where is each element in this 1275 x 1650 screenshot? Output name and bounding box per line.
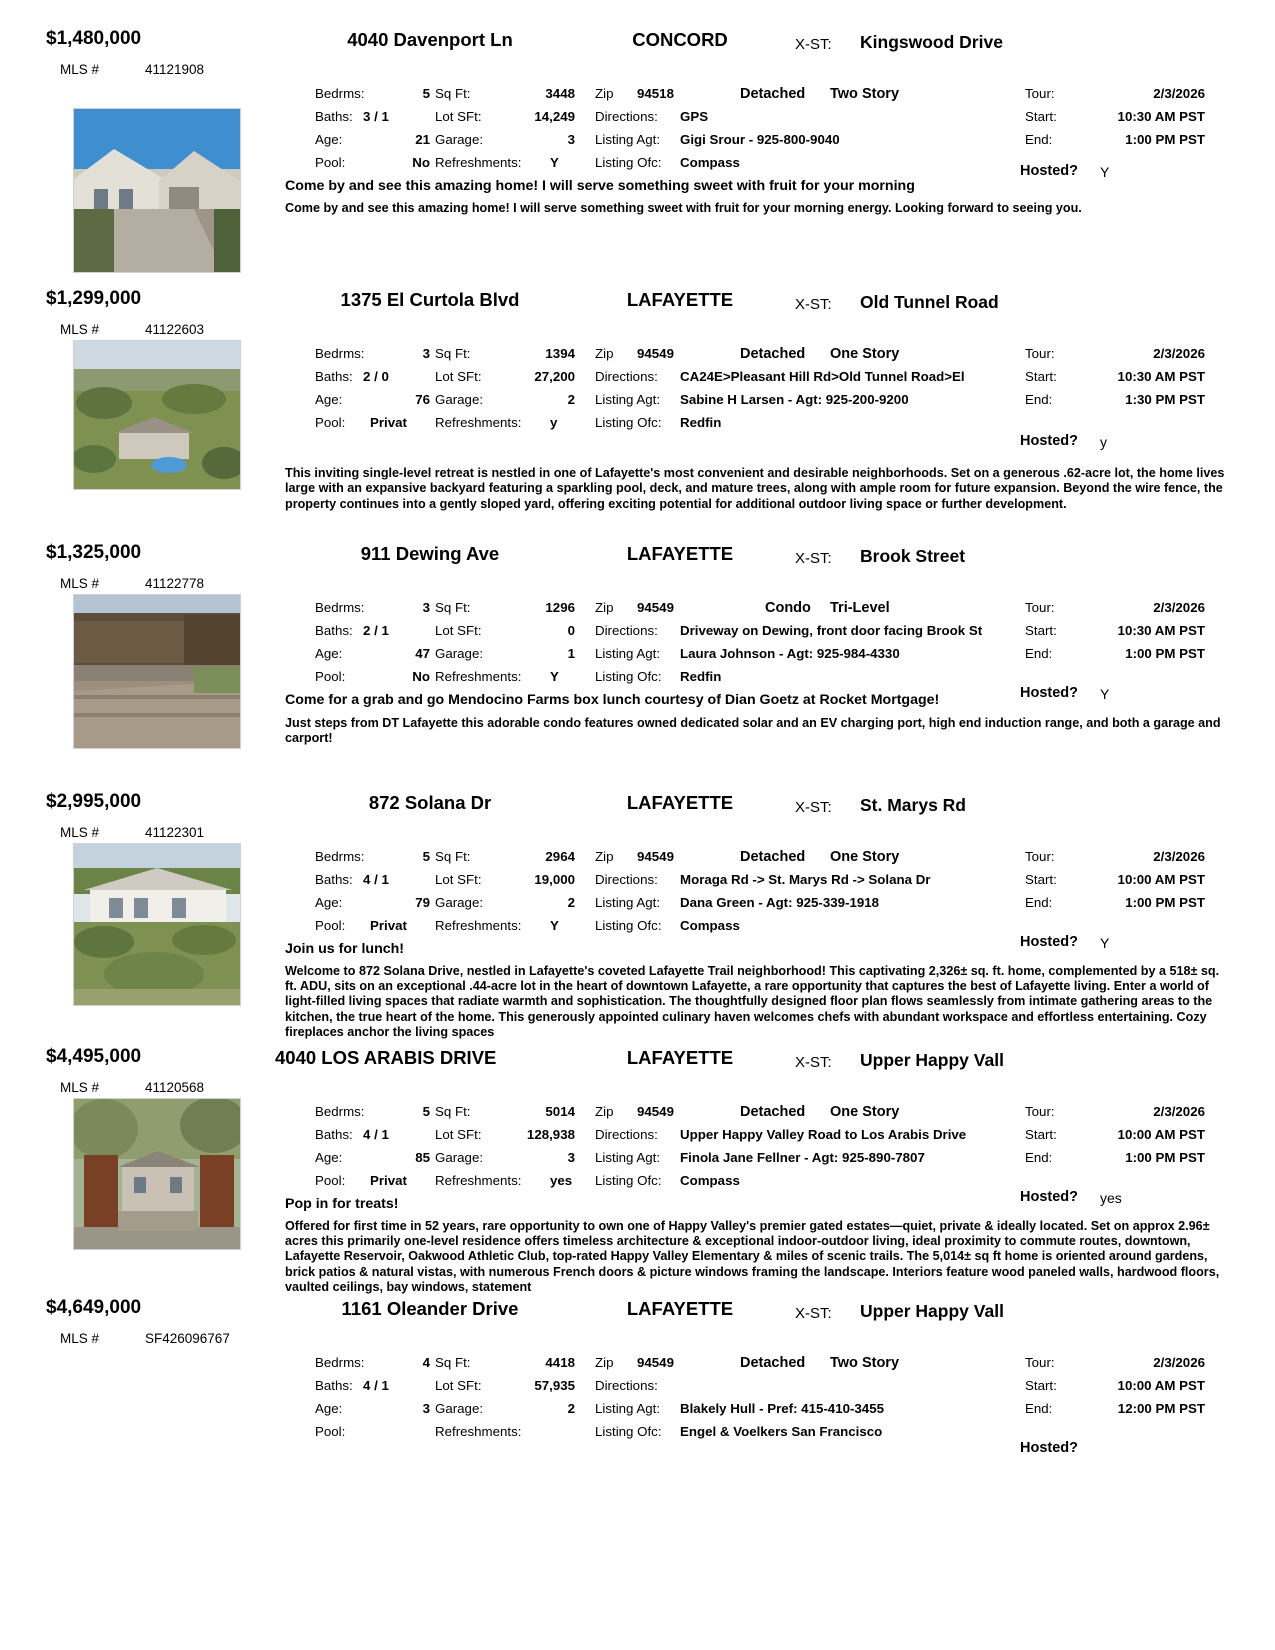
sqft-label: Sq Ft:: [435, 86, 471, 101]
listing-header: [30, 1297, 1245, 1331]
listing-agt-value: Sabine H Larsen - Agt: 925-200-9200: [680, 392, 909, 407]
mls-value: SF426096767: [145, 1331, 230, 1346]
age-value: 85: [415, 1150, 430, 1165]
address: 1375 El Curtola Blvd: [340, 289, 520, 310]
listing-ofc-value: Compass: [680, 155, 740, 170]
lotsft-label: Lot SFt:: [435, 369, 482, 384]
start-time: 10:00 AM PST: [1117, 872, 1205, 887]
age-label: Age:: [315, 895, 343, 910]
lotsft-value: 128,938: [526, 1127, 575, 1142]
listing-agt-label: Listing Agt:: [595, 1401, 661, 1416]
refreshments-value: Y: [550, 918, 559, 933]
garage-label: Garage:: [435, 1150, 484, 1165]
detail-line: [285, 132, 1245, 155]
detail-line: [285, 623, 1245, 646]
listing-agt-label: Listing Agt:: [595, 392, 661, 407]
age-value: 21: [415, 132, 430, 147]
lotsft-value: 14,249: [534, 109, 575, 124]
sqft-value: 1394: [545, 346, 575, 361]
listing-row: [30, 542, 1245, 787]
tour-date: 2/3/2026: [1153, 849, 1205, 864]
tour-label: Tour:: [1025, 1355, 1055, 1370]
baths-value: 4 / 1: [363, 1378, 389, 1393]
house-photo-4: [74, 844, 240, 1005]
tour-label: Tour:: [1025, 86, 1055, 101]
age-value: 76: [415, 392, 430, 407]
zip-value: 94549: [637, 849, 674, 864]
sqft-label: Sq Ft:: [435, 346, 471, 361]
tour-date: 2/3/2026: [1153, 600, 1205, 615]
baths-label: Baths:: [315, 369, 353, 384]
mls-value: 41120568: [145, 1080, 205, 1095]
mls-row: [30, 62, 1245, 86]
bedrms-value: 5: [422, 849, 430, 864]
end-label: End:: [1025, 1150, 1053, 1165]
zip-label: Zip: [595, 346, 614, 361]
hosted-value: Y: [1100, 686, 1110, 702]
remark-bold: Come by and see this amazing home! I will serve something sweet with fruit for your morning: [285, 178, 915, 194]
end-time: 1:00 PM PST: [1125, 1150, 1205, 1165]
cross-street-value: St. Marys Rd: [860, 795, 966, 815]
detail-line: [285, 109, 1245, 132]
baths-value: 4 / 1: [363, 872, 389, 887]
address: 1161 Oleander Drive: [341, 1298, 519, 1319]
cross-street-label: X-ST:: [795, 1305, 832, 1322]
detail-line: [285, 1401, 1245, 1424]
end-label: End:: [1025, 132, 1053, 147]
mls-value: 41121908: [145, 62, 205, 77]
garage-label: Garage:: [435, 646, 484, 661]
property-stories: One Story: [830, 346, 900, 362]
hosted-value: y: [1100, 434, 1107, 450]
property-stories: One Story: [830, 1104, 900, 1120]
listing-agt-value: Finola Jane Fellner - Agt: 925-890-7807: [680, 1150, 925, 1165]
listing-agt-label: Listing Agt:: [595, 646, 661, 661]
baths-value: 2 / 0: [363, 369, 389, 384]
listing-photo: [73, 843, 241, 1006]
detail-line: [285, 646, 1245, 669]
garage-label: Garage:: [435, 392, 484, 407]
bedrms-value: 4: [422, 1355, 430, 1370]
refreshments-label: Refreshments:: [435, 155, 522, 170]
listing-row: [30, 1297, 1245, 1457]
listing-header: [30, 791, 1245, 825]
detail-line: [285, 600, 1245, 623]
directions-value: CA24E>Pleasant Hill Rd>Old Tunnel Road>El: [680, 369, 965, 384]
lotsft-label: Lot SFt:: [435, 872, 482, 887]
detail-line: [285, 1378, 1245, 1401]
age-label: Age:: [315, 646, 343, 661]
bedrms-value: 3: [422, 346, 430, 361]
sqft-label: Sq Ft:: [435, 1355, 471, 1370]
property-stories: Two Story: [830, 1355, 900, 1371]
detail-line: [285, 346, 1245, 369]
cross-street-value: Upper Happy Vall: [860, 1301, 1004, 1321]
listing-ofc-label: Listing Ofc:: [595, 1424, 662, 1439]
property-type: Detached: [740, 1104, 806, 1120]
sqft-value: 4418: [545, 1355, 575, 1370]
baths-label: Baths:: [315, 1127, 353, 1142]
mls-label: MLS #: [60, 576, 100, 591]
start-time: 10:30 AM PST: [1117, 623, 1205, 638]
sqft-label: Sq Ft:: [435, 600, 471, 615]
remark-bold: Join us for lunch!: [285, 941, 405, 957]
lotsft-label: Lot SFt:: [435, 1127, 482, 1142]
pool-value: Privat: [370, 1173, 407, 1188]
address: 872 Solana Dr: [368, 792, 492, 813]
property-stories: Tri-Level: [830, 600, 890, 616]
start-time: 10:00 AM PST: [1117, 1378, 1205, 1393]
age-label: Age:: [315, 1150, 343, 1165]
remark-bold: Pop in for treats!: [285, 1196, 399, 1212]
start-label: Start:: [1025, 369, 1057, 384]
mls-value: 41122778: [145, 576, 205, 591]
baths-value: 3 / 1: [363, 109, 389, 124]
detail-grid: [285, 86, 1245, 178]
end-time: 1:00 PM PST: [1125, 895, 1205, 910]
detail-line: [285, 392, 1245, 415]
end-label: End:: [1025, 895, 1053, 910]
refreshments-value: Y: [550, 669, 559, 684]
mls-label: MLS #: [60, 62, 100, 77]
listing-agt-label: Listing Agt:: [595, 895, 661, 910]
hosted-value: Y: [1100, 935, 1110, 951]
zip-label: Zip: [595, 1104, 614, 1119]
garage-value: 2: [567, 392, 575, 407]
directions-label: Directions:: [595, 872, 658, 887]
hosted-label: Hosted?: [1020, 1189, 1078, 1205]
start-time: 10:00 AM PST: [1117, 1127, 1205, 1142]
age-value: 79: [415, 895, 430, 910]
house-photo-5: [74, 1099, 240, 1249]
pool-value: No: [412, 155, 430, 170]
garage-value: 1: [567, 646, 575, 661]
bedrms-label: Bedrms:: [315, 86, 365, 101]
house-photo-1: [74, 109, 240, 272]
detail-line: [285, 1104, 1245, 1127]
garage-value: 3: [567, 132, 575, 147]
refreshments-value: Y: [550, 155, 559, 170]
baths-label: Baths:: [315, 109, 353, 124]
lotsft-value: 19,000: [534, 872, 575, 887]
listing-ofc-label: Listing Ofc:: [595, 415, 662, 430]
end-label: End:: [1025, 1401, 1053, 1416]
sqft-label: Sq Ft:: [435, 849, 471, 864]
mls-row: [30, 1331, 1245, 1355]
start-time: 10:30 AM PST: [1117, 369, 1205, 384]
detail-line: [285, 895, 1245, 918]
price: $4,649,000: [46, 1297, 142, 1318]
tour-label: Tour:: [1025, 1104, 1055, 1119]
detail-line: [285, 86, 1245, 109]
listing-row: [30, 288, 1245, 538]
listing-photo: [73, 340, 241, 490]
tour-date: 2/3/2026: [1153, 1104, 1205, 1119]
detail-line: [285, 1355, 1245, 1378]
hosted-value: yes: [1100, 1190, 1122, 1206]
listing-photo: [73, 108, 241, 273]
garage-label: Garage:: [435, 1401, 484, 1416]
property-type: Condo: [765, 600, 811, 616]
lotsft-label: Lot SFt:: [435, 109, 482, 124]
directions-value: Driveway on Dewing, front door facing Brook St: [680, 623, 983, 638]
directions-label: Directions:: [595, 623, 658, 638]
pool-label: Pool:: [315, 669, 346, 684]
pool-label: Pool:: [315, 918, 346, 933]
refreshments-value: y: [550, 415, 558, 430]
listing-ofc-value: Compass: [680, 1173, 740, 1188]
directions-label: Directions:: [595, 369, 658, 384]
hosted-label: Hosted?: [1020, 433, 1078, 449]
garage-value: 3: [567, 1150, 575, 1165]
directions-label: Directions:: [595, 1127, 658, 1142]
zip-label: Zip: [595, 1355, 614, 1370]
city: LAFAYETTE: [626, 543, 734, 564]
mls-label: MLS #: [60, 1331, 100, 1346]
baths-value: 2 / 1: [363, 623, 389, 638]
refreshments-label: Refreshments:: [435, 1424, 522, 1439]
cross-street-value: Kingswood Drive: [860, 32, 1003, 52]
directions-label: Directions:: [595, 109, 658, 124]
bedrms-label: Bedrms:: [315, 346, 365, 361]
zip-value: 94549: [637, 346, 674, 361]
property-type: Detached: [740, 346, 806, 362]
mls-value: 41122603: [145, 322, 205, 337]
baths-label: Baths:: [315, 623, 353, 638]
lotsft-value: 57,935: [534, 1378, 575, 1393]
tour-label: Tour:: [1025, 600, 1055, 615]
cross-street-label: X-ST:: [795, 296, 832, 313]
age-label: Age:: [315, 392, 343, 407]
listing-ofc-value: Engel & Voelkers San Francisco: [680, 1424, 883, 1439]
property-stories: One Story: [830, 849, 900, 865]
remark: Just steps from DT Lafayette this adorable condo features owned dedicated solar and an EV charging port, high end induction range, and both a garage and carport!: [285, 715, 1221, 746]
end-label: End:: [1025, 646, 1053, 661]
end-time: 1:00 PM PST: [1125, 646, 1205, 661]
garage-value: 2: [567, 895, 575, 910]
bedrms-label: Bedrms:: [315, 1104, 365, 1119]
listing-agt-value: Gigi Srour - 925-800-9040: [680, 132, 840, 147]
listing-ofc-label: Listing Ofc:: [595, 918, 662, 933]
listing-ofc-value: Redfin: [680, 415, 722, 430]
sqft-value: 3448: [545, 86, 575, 101]
age-label: Age:: [315, 1401, 343, 1416]
price: $1,325,000: [46, 542, 142, 563]
listing-header: [30, 288, 1245, 322]
cross-street-value: Upper Happy Vall: [860, 1050, 1004, 1070]
bedrms-value: 3: [422, 600, 430, 615]
pool-value: Privat: [370, 918, 407, 933]
start-label: Start:: [1025, 1127, 1057, 1142]
zip-value: 94518: [637, 86, 674, 101]
listing-row: [30, 28, 1245, 284]
end-time: 12:00 PM PST: [1117, 1401, 1205, 1416]
pool-value: No: [412, 669, 430, 684]
cross-street-label: X-ST:: [795, 799, 832, 816]
end-label: End:: [1025, 392, 1053, 407]
listing-agt-value: Dana Green - Agt: 925-339-1918: [680, 895, 880, 910]
listing-agt-value: Blakely Hull - Pref: 415-410-3455: [680, 1401, 884, 1416]
price: $2,995,000: [46, 791, 142, 812]
start-label: Start:: [1025, 109, 1057, 124]
garage-label: Garage:: [435, 895, 484, 910]
address: 4040 LOS ARABIS DRIVE: [275, 1047, 497, 1068]
directions-value: GPS: [680, 109, 709, 124]
city: LAFAYETTE: [626, 1298, 734, 1319]
city: CONCORD: [632, 29, 728, 50]
price: $1,480,000: [46, 28, 142, 49]
listing-photo: [73, 1098, 241, 1250]
hosted-label: Hosted?: [1020, 934, 1078, 950]
pool-value: Privat: [370, 415, 407, 430]
start-time: 10:30 AM PST: [1117, 109, 1205, 124]
zip-value: 94549: [637, 600, 674, 615]
zip-label: Zip: [595, 86, 614, 101]
mls-label: MLS #: [60, 322, 100, 337]
age-value: 3: [422, 1401, 430, 1416]
listing-ofc-label: Listing Ofc:: [595, 155, 662, 170]
listing-ofc-label: Listing Ofc:: [595, 1173, 662, 1188]
tour-date: 2/3/2026: [1153, 346, 1205, 361]
listing-agt-label: Listing Agt:: [595, 132, 661, 147]
garage-value: 2: [567, 1401, 575, 1416]
sqft-value: 2964: [545, 849, 575, 864]
lotsft-label: Lot SFt:: [435, 1378, 482, 1393]
bedrms-value: 5: [422, 86, 430, 101]
directions-label: Directions:: [595, 1378, 658, 1393]
city: LAFAYETTE: [626, 792, 734, 813]
hosted-label: Hosted?: [1020, 1440, 1078, 1456]
cross-street-value: Old Tunnel Road: [860, 292, 999, 312]
mls-value: 41122301: [145, 825, 205, 840]
age-value: 47: [415, 646, 430, 661]
property-stories: Two Story: [830, 86, 900, 102]
detail-line: [285, 1127, 1245, 1150]
listing-ofc-value: Compass: [680, 918, 740, 933]
pool-label: Pool:: [315, 1173, 346, 1188]
refreshments-label: Refreshments:: [435, 415, 522, 430]
remark: Come by and see this amazing home! I will serve something sweet with fruit for your morning energy. Looking forward to seeing you.: [285, 200, 1082, 215]
bedrms-label: Bedrms:: [315, 1355, 365, 1370]
lotsft-value: 27,200: [534, 369, 575, 384]
city: LAFAYETTE: [626, 289, 734, 310]
listing-agt-label: Listing Agt:: [595, 1150, 661, 1165]
lotsft-value: 0: [567, 623, 575, 638]
property-type: Detached: [740, 1355, 806, 1371]
listing-header: [30, 1046, 1245, 1080]
listing-agt-value: Laura Johnson - Agt: 925-984-4330: [680, 646, 900, 661]
detail-line: [285, 1424, 1245, 1456]
zip-label: Zip: [595, 600, 614, 615]
listing-row: [30, 1046, 1245, 1293]
tour-label: Tour:: [1025, 849, 1055, 864]
detail-grid: [285, 1355, 1245, 1456]
age-label: Age:: [315, 132, 343, 147]
end-time: 1:00 PM PST: [1125, 132, 1205, 147]
garage-label: Garage:: [435, 132, 484, 147]
bedrms-label: Bedrms:: [315, 849, 365, 864]
listing-photo: [73, 594, 241, 749]
refreshments-label: Refreshments:: [435, 918, 522, 933]
directions-value: Upper Happy Valley Road to Los Arabis Drive: [680, 1127, 967, 1142]
cross-street-label: X-ST:: [795, 1054, 832, 1071]
refreshments-label: Refreshments:: [435, 669, 522, 684]
hosted-label: Hosted?: [1020, 685, 1078, 701]
mls-label: MLS #: [60, 825, 100, 840]
baths-label: Baths:: [315, 872, 353, 887]
listing-header: [30, 542, 1245, 576]
sqft-value: 1296: [545, 600, 575, 615]
address: 911 Dewing Ave: [360, 543, 500, 564]
detail-line: [285, 849, 1245, 872]
tour-date: 2/3/2026: [1153, 1355, 1205, 1370]
remark-bold: Come for a grab and go Mendocino Farms box lunch courtesy of Dian Goetz at Rocket Mortgage!: [285, 692, 940, 708]
zip-value: 94549: [637, 1104, 674, 1119]
lotsft-label: Lot SFt:: [435, 623, 482, 638]
bedrms-label: Bedrms:: [315, 600, 365, 615]
start-label: Start:: [1025, 872, 1057, 887]
hosted-value: Y: [1100, 164, 1110, 180]
price: $4,495,000: [46, 1046, 142, 1067]
mls-label: MLS #: [60, 1080, 100, 1095]
house-photo-2: [74, 341, 240, 489]
detail-line: [285, 369, 1245, 392]
zip-value: 94549: [637, 1355, 674, 1370]
hosted-label: Hosted?: [1020, 163, 1078, 179]
detail-line: [285, 415, 1245, 450]
pool-label: Pool:: [315, 155, 346, 170]
remark: Welcome to 872 Solana Drive, nestled in Lafayette's coveted Lafayette Trail neighborhood! This captivating 2,326± sq. ft. home, complemented by a 518± sq. ft. ADU, sits on an exceptional .44-acre lot in the heart of downtown Lafayette, a rare opportunity that captures the best of Lafayette living. Enter a world of light-filled living spaces that radiate warmth and sophistication. The thoughtfully designed floor plan flows seamlessly from intimate gathering areas to the kitchen, the true heart of the home. This generously appointed culinary haven welcomes chefs with abundant workspace and effortless entertaining. Cozy fireplaces anchor the living spaces: [285, 963, 1220, 1040]
price: $1,299,000: [46, 288, 142, 309]
baths-label: Baths:: [315, 1378, 353, 1393]
pool-label: Pool:: [315, 415, 346, 430]
cross-street-label: X-ST:: [795, 36, 832, 53]
directions-value: Moraga Rd -> St. Marys Rd -> Solana Dr: [680, 872, 931, 887]
end-time: 1:30 PM PST: [1125, 392, 1205, 407]
house-photo-3: [74, 595, 240, 748]
sqft-value: 5014: [545, 1104, 575, 1119]
detail-line: [285, 155, 1245, 178]
bedrms-value: 5: [422, 1104, 430, 1119]
start-label: Start:: [1025, 1378, 1057, 1393]
detail-grid: [285, 346, 1245, 450]
property-type: Detached: [740, 849, 806, 865]
remark: Offered for first time in 52 years, rare opportunity to own one of Happy Valley's premier gated estates—quiet, private & ideally located. Set on approx 2.96± acres this primarily one-level residence offers timeless architecture & exceptional indoor-outdoor living, ideal proximity to commute routes, downtown, Lafayette Reservoir, Oakwood Athletic Club, top-rated Happy Valley Elementary & miles of scenic trails. The 5,014± sq ft home is oriented around gardens, brick patios & natural vistas, with numerous French doors & picture windows framing the landscape. Interiors feature wood paneled walls, hardwood floors, vaulted ceilings, bay windows, statement: [285, 1218, 1220, 1295]
zip-label: Zip: [595, 849, 614, 864]
listing-header: [30, 28, 1245, 62]
listing-row: [30, 791, 1245, 1042]
tour-label: Tour:: [1025, 346, 1055, 361]
detail-line: [285, 1150, 1245, 1173]
listing-ofc-label: Listing Ofc:: [595, 669, 662, 684]
property-type: Detached: [740, 86, 806, 102]
sqft-label: Sq Ft:: [435, 1104, 471, 1119]
baths-value: 4 / 1: [363, 1127, 389, 1142]
tour-date: 2/3/2026: [1153, 86, 1205, 101]
cross-street-label: X-ST:: [795, 550, 832, 567]
remark: This inviting single-level retreat is nestled in one of Lafayette's most convenient and desirable neighborhoods. Set on a generous .62-acre lot, the home lives large with an expansive backyard featuring a sparkling pool, deck, and mature trees, along with ample room for future expansion. Beyond the wire fence, the property continues into a gently sloped yard, offering exciting potential for additional outdoor living space or further development.: [285, 466, 1225, 511]
refreshments-value: yes: [550, 1173, 573, 1188]
cross-street-value: Brook Street: [860, 546, 966, 566]
address: 4040 Davenport Ln: [347, 29, 513, 50]
listing-ofc-value: Redfin: [680, 669, 722, 684]
detail-line: [285, 872, 1245, 895]
city: LAFAYETTE: [626, 1047, 734, 1068]
pool-label: Pool:: [315, 1424, 346, 1439]
refreshments-label: Refreshments:: [435, 1173, 522, 1188]
start-label: Start:: [1025, 623, 1057, 638]
